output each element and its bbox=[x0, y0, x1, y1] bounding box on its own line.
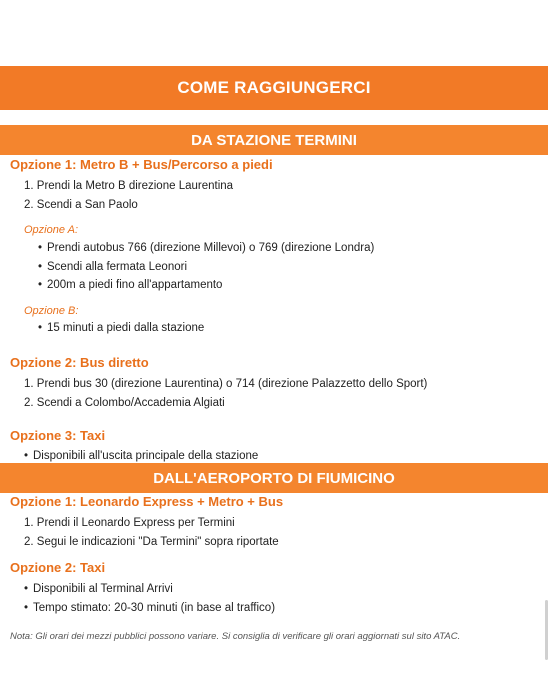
list-item bbox=[24, 450, 258, 462]
sub-option-label-a: Opzione A: bbox=[24, 224, 79, 236]
step-item: 1. Prendi la Metro B direzione Laurentina bbox=[24, 180, 234, 192]
list-item-text: 200m a piedi fino all'appartamento bbox=[47, 279, 223, 291]
list-item bbox=[38, 242, 374, 254]
option-title-leonardo-express: Opzione 1: Leonardo Express + Metro + Bus bbox=[10, 494, 284, 509]
option-title-bus-diretto: Opzione 2: Bus diretto bbox=[10, 355, 149, 370]
list-item bbox=[38, 261, 187, 273]
step-item: 1. Prendi il Leonardo Express per Termini bbox=[24, 517, 235, 529]
list-item-text: Disponibili al Terminal Arrivi bbox=[33, 583, 173, 595]
option-title-metro-bus: Opzione 1: Metro B + Bus/Percorso a piedi bbox=[10, 157, 273, 172]
section-header-fiumicino: DALL'AEROPORTO DI FIUMICINO bbox=[0, 463, 548, 493]
step-item: 1. Prendi bus 30 (direzione Laurentina) o 714 (direzione Palazzetto dello Sport) bbox=[24, 378, 428, 390]
list-item-text: 15 minuti a piedi dalla stazione bbox=[47, 322, 205, 334]
list-item bbox=[24, 583, 173, 595]
bullet-icon: • bbox=[38, 322, 43, 334]
option-title-taxi: Opzione 3: Taxi bbox=[10, 428, 106, 443]
list-item-text: Prendi autobus 766 (direzione Millevoi) o 769 (direzione Londra) bbox=[47, 242, 375, 254]
step-item: 2. Segui le indicazioni "Da Termini" sopra riportate bbox=[24, 536, 279, 548]
option-title-taxi-airport: Opzione 2: Taxi bbox=[10, 560, 106, 575]
section-header-termini: DA STAZIONE TERMINI bbox=[0, 125, 548, 155]
page-title: COME RAGGIUNGERCI bbox=[0, 66, 548, 110]
bullet-icon: • bbox=[24, 450, 29, 462]
sub-option-label-b: Opzione B: bbox=[24, 305, 79, 317]
bullet-icon: • bbox=[24, 583, 29, 595]
list-item bbox=[38, 322, 204, 334]
list-item-text: Tempo stimato: 20-30 minuti (in base al traffico) bbox=[33, 602, 276, 614]
list-item-text: Disponibili all'uscita principale della stazione bbox=[33, 450, 259, 462]
clipped-row bbox=[0, 448, 548, 463]
step-item: 2. Scendi a Colombo/Accademia Algiati bbox=[24, 397, 225, 409]
step-item: 2. Scendi a San Paolo bbox=[24, 199, 138, 211]
footer-note: Nota: Gli orari dei mezzi pubblici possono variare. Si consiglia di verificare gli orari aggiornati sul sito ATAC. bbox=[10, 631, 461, 642]
list-item bbox=[38, 279, 222, 291]
list-item-text: Scendi alla fermata Leonori bbox=[47, 261, 187, 273]
bullet-icon: • bbox=[38, 261, 43, 273]
list-item bbox=[24, 602, 275, 614]
bullet-icon: • bbox=[24, 602, 29, 614]
bullet-icon: • bbox=[38, 279, 43, 291]
bullet-icon: • bbox=[38, 242, 43, 254]
